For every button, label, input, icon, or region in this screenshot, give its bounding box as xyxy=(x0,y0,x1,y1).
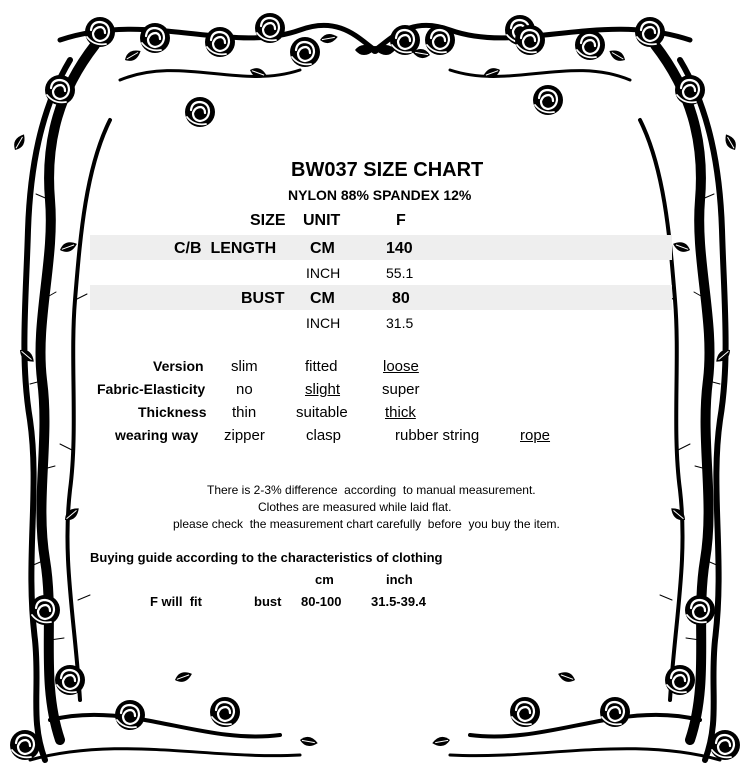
row-unit-inch: INCH xyxy=(306,315,341,331)
attr-thickness-option: thin xyxy=(232,404,257,421)
guide-fit-label: F will fit xyxy=(150,594,202,609)
row-band-bust xyxy=(90,285,672,310)
attr-wearing-option-selected: rope xyxy=(520,427,551,444)
attr-version-option: fitted xyxy=(305,358,338,375)
row-unit-cm: CM xyxy=(310,290,335,307)
attr-elasticity-label: Fabric-Elasticity xyxy=(97,381,206,397)
attr-thickness-label: Thickness xyxy=(138,404,207,420)
attr-version-option-selected: loose xyxy=(383,358,419,375)
note-line: There is 2-3% difference according to manual measurement. xyxy=(207,483,536,497)
guide-unit-inch: inch xyxy=(386,572,413,587)
attr-thickness-option: suitable xyxy=(296,404,348,421)
row-value-bust-cm: 80 xyxy=(392,290,410,307)
buying-guide-title: Buying guide according to the characteristics of clothing xyxy=(90,550,443,565)
attr-thickness-option-selected: thick xyxy=(385,404,416,421)
row-value-bust-inch: 31.5 xyxy=(386,315,414,331)
row-value-length-cm: 140 xyxy=(386,240,413,257)
header-size: SIZE xyxy=(250,212,286,229)
row-label-length: C/B LENGTH xyxy=(174,240,277,257)
attr-elasticity-option: no xyxy=(236,381,253,398)
header-unit: UNIT xyxy=(303,212,341,229)
attr-elasticity-option-selected: slight xyxy=(305,381,341,398)
note-line: please check the measurement chart carefully before you buy the item. xyxy=(173,517,560,531)
attr-wearing-option: zipper xyxy=(224,427,265,444)
note-line: Clothes are measured while laid flat. xyxy=(258,500,452,514)
material-composition: NYLON 88% SPANDEX 12% xyxy=(288,187,472,203)
attr-elasticity-option: super xyxy=(382,381,420,398)
row-value-length-inch: 55.1 xyxy=(386,265,414,281)
guide-part: bust xyxy=(254,594,282,609)
guide-range-inch: 31.5-39.4 xyxy=(371,594,426,609)
header-f: F xyxy=(396,212,406,229)
row-unit-cm: CM xyxy=(310,240,335,257)
chart-title: BW037 SIZE CHART xyxy=(291,159,484,181)
attr-wearing-option: rubber string xyxy=(395,427,480,444)
attr-version-option: slim xyxy=(231,358,258,375)
row-unit-inch: INCH xyxy=(306,265,341,281)
attr-wearing-label: wearing way xyxy=(115,427,199,443)
attr-version-label: Version xyxy=(153,358,204,374)
attr-wearing-option: clasp xyxy=(306,427,342,444)
guide-unit-cm: cm xyxy=(315,572,334,587)
row-label-bust: BUST xyxy=(241,290,285,307)
guide-range-cm: 80-100 xyxy=(301,594,342,609)
